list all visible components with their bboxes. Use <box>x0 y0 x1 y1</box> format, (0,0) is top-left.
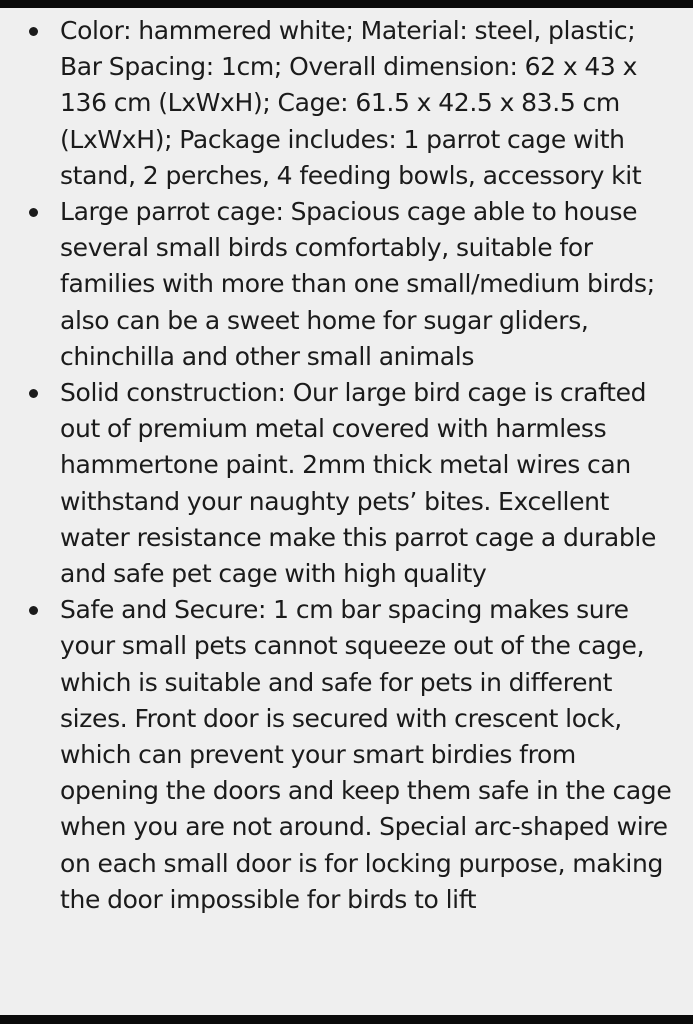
top-edge-bar <box>0 0 693 8</box>
bullet-dot-icon <box>29 389 38 398</box>
feature-item-specifications <box>0 13 693 194</box>
feature-text: Solid construction: Our large bird cage is crafted out of premium metal covered with harmless hammertone paint. 2mm thick metal wires can withstand your naughty pets’ bites. Excellent water resistance make this parrot cage a durable and safe pet cage with high quality <box>60 378 657 589</box>
feature-bullet-list <box>0 13 693 918</box>
bullet-dot-icon <box>29 606 38 615</box>
bottom-edge-bar <box>0 1015 693 1024</box>
feature-text: Safe and Secure: 1 cm bar spacing makes sure your small pets cannot squeeze out of the cage, which is suitable and safe for pets in different sizes. Front door is secured with crescent lock, which can prevent your smart birdies from opening the doors and keep them safe in the cage when you are not around. Special arc-shaped wire on each small door is for locking purpose, making the door impossible for birds to lift <box>60 595 672 914</box>
bullet-dot-icon <box>29 27 38 36</box>
feature-text: Large parrot cage: Spacious cage able to house several small birds comfortably, suitable for families with more than one small/medium birds; also can be a sweet home for sugar gliders, chinchilla and other small animals <box>60 197 655 371</box>
feature-item-safe-secure <box>0 592 693 918</box>
product-description-panel <box>0 8 693 1015</box>
feature-text: Color: hammered white; Material: steel, plastic; Bar Spacing: 1cm; Overall dimension: 62 x 43 x 136 cm (LxWxH); Cage: 61.5 x 42.5 x 83.5 cm (LxWxH); Package includes: 1 parrot cage with stand, 2 perches, 4 feeding bowls, accessory kit <box>60 16 642 190</box>
feature-item-solid-construction <box>0 375 693 592</box>
feature-item-large-cage <box>0 194 693 375</box>
bullet-dot-icon <box>29 208 38 217</box>
